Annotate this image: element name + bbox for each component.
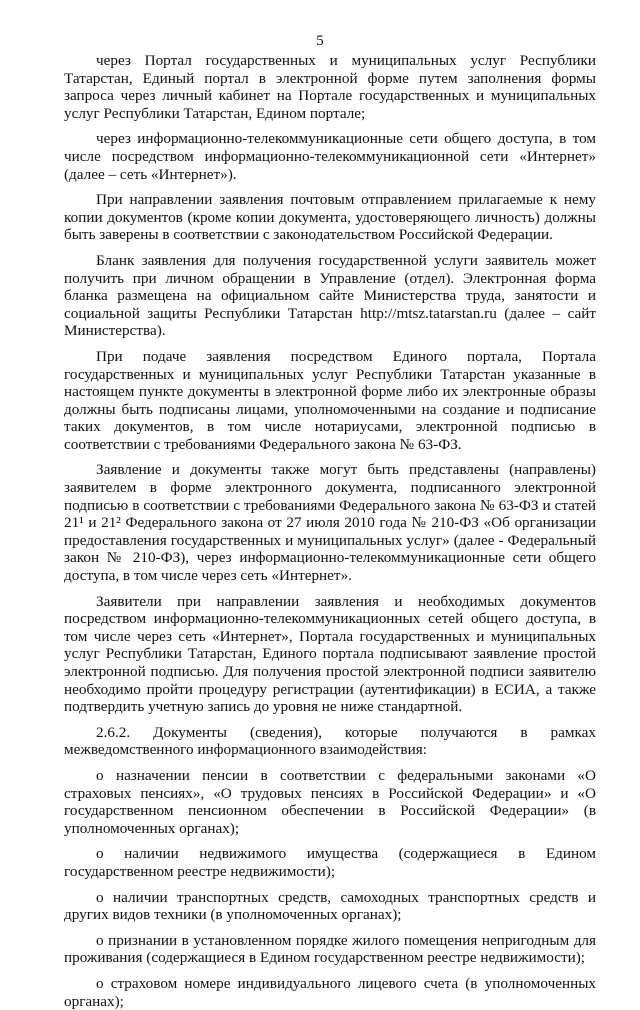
paragraph-section-2-6-2: 2.6.2. Документы (сведения), которые получаются в рамках межведомственного информационного взаимодействия: xyxy=(64,723,596,759)
paragraph-simple-signature: Заявители при направлении заявления и необходимых документов посредством информационно-телекоммуникационных сетей общего доступа, в том числе через сеть «Интернет», Портала государственных и муниципальных услуг Республики Татарстан, Единого портала подписывают заявление простой электронной подписью. Для получения простой электронной подписи заявителю необходимо пройти процедуру регистрации (аутентификации) в ЕСИА, а также подтвердить учетную запись до уровня не ниже стандартной. xyxy=(64,592,596,716)
paragraph-application-form: Бланк заявления для получения государственной услуги заявитель может получить при личном обращении в Управление (отдел). Электронная форма бланка размещена на официальном сайте Министерства труда, занятости и социальной защиты Республики Татарстан http://mtsz.tatarstan.ru (далее – сайт Министерства). xyxy=(64,251,596,340)
paragraph-postal-submission: При направлении заявления почтовым отправлением прилагаемые к нему копии документов (кроме копии документа, удостоверяющего личность) должны быть заверены в соответствии с законодательством Российской Федерации. xyxy=(64,191,596,244)
paragraph-electronic-document: Заявление и документы также могут быть представлены (направлены) заявителем в форме электронного документа, подписанного электронной подписью в соответствии с требованиями Федерального закона № 63-ФЗ и статей 21¹ и 21² Федерального закона от 27 июля 2010 года № 210-ФЗ «Об организации предоставления государственных и муниципальных услуг» (далее - Федеральный закон № 210-ФЗ), через информационно-телекоммуникационные сети общего доступа, в том числе через сеть «Интернет». xyxy=(64,461,596,585)
list-item-insurance-number: о страховом номере индивидуального лицевого счета (в уполномоченных органах); xyxy=(64,974,596,1010)
list-item-vehicles: о наличии транспортных средств, самоходных транспортных средств и других видов техники (в уполномоченных органах); xyxy=(64,888,596,924)
list-item-pension: о назначении пенсии в соответствии с федеральными законами «О страховых пенсиях», «О трудовых пенсиях в Российской Федерации» и «О государственном пенсионном обеспечении в Российской Федерации» (в уполномоченных органах); xyxy=(64,766,596,837)
paragraph-portal-submission: через Портал государственных и муниципальных услуг Республики Татарстан, Единый портал в электронной форме путем заполнения формы запроса через личный кабинет на Портале государственных и муниципальных услуг Республики Татарстан, Едином портале; xyxy=(64,52,596,122)
list-item-housing-unfit: о признании в установленном порядке жилого помещения непригодным для проживания (содержащиеся в Едином государственном реестре недвижимости); xyxy=(64,931,596,967)
paragraph-internet-submission: через информационно-телекоммуникационные сети общего доступа, в том числе посредством информационно-телекоммуникационной сети «Интернет» (далее – сеть «Интернет»). xyxy=(64,130,596,183)
page-number: 5 xyxy=(316,33,324,49)
paragraph-electronic-signing: При подаче заявления посредством Единого портала, Портала государственных и муниципальных услуг Республики Татарстан указанные в настоящем пункте документы в электронной форме либо их электронные образы должны быть подписаны лицами, уполномоченными на создание и подписание таких документов, в том числе нотариусами, электронной подписью в соответствии с требованиями Федерального закона № 63-ФЗ. xyxy=(64,347,596,453)
list-item-real-estate: о наличии недвижимого имущества (содержащиеся в Едином государственном реестре недвижимости); xyxy=(64,845,596,880)
document-body xyxy=(64,52,596,1010)
